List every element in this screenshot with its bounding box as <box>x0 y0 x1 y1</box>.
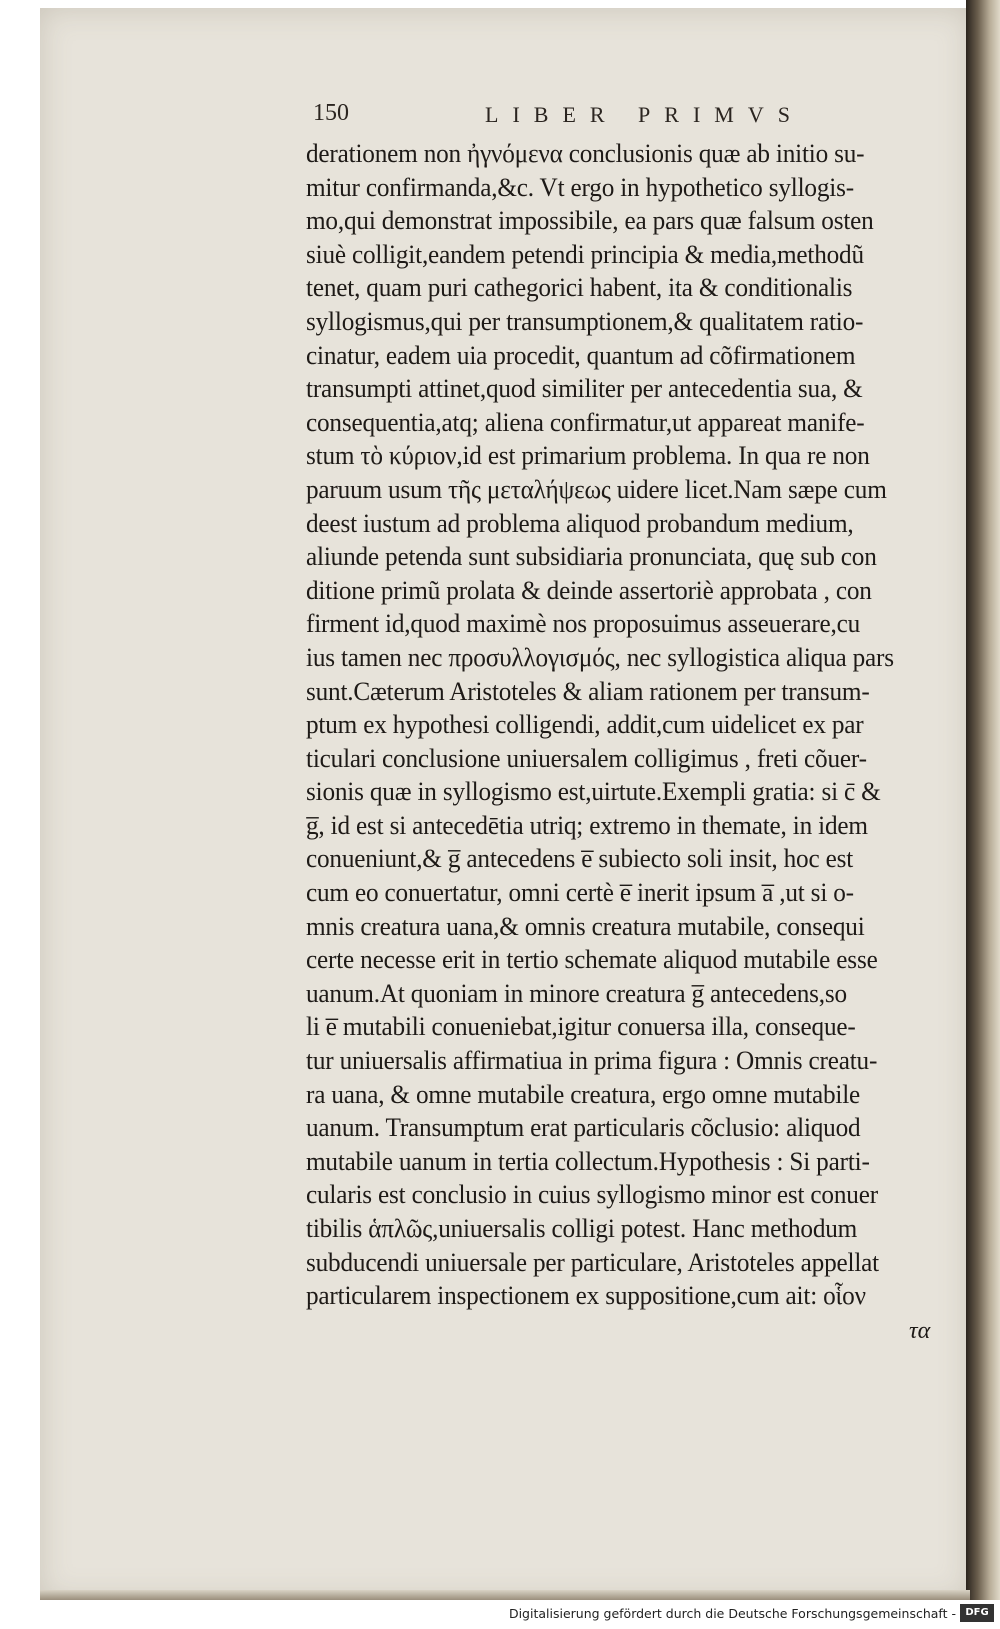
text-line: uanum.At quoniam in minore creatura g̅ antecedens,so <box>306 977 847 1008</box>
text-line: mo,qui demonstrat impossibile, ea pars quæ falsum osten <box>306 205 874 236</box>
text-line: conueniunt,& g̅ antecedens e̅ subiecto soli insit, hoc est <box>306 843 854 874</box>
text-line: sunt.Cæterum Aristoteles & aliam rationem per transum- <box>306 675 870 706</box>
text-line: tibilis ἁπλῶς,uniuersalis colligi potest. Hanc methodum <box>306 1213 858 1243</box>
running-head <box>313 100 823 134</box>
funding-notice: Digitalisierung gefördert durch die Deutsche Forschungsgemeinschaft - <box>508 1606 956 1621</box>
text-line: ditione primũ prolata & deinde assertoriè approbata , con <box>306 574 872 605</box>
text-line: siuè colligit,eandem petendi principia & media,methodũ <box>306 238 864 269</box>
dfg-logo[interactable]: DFG <box>960 1604 994 1622</box>
text-line: ra uana, & omne mutabile creatura, ergo omne mutabile <box>306 1078 861 1109</box>
text-line: stum τὸ κύριον,id est primarium problema. In qua re non <box>306 440 870 471</box>
text-line: ius tamen nec προσυλλογισμός, nec syllogistica aliqua pars <box>306 641 894 672</box>
text-line: particularem inspectionem ex suppositione,cum ait: οἷον <box>306 1280 866 1311</box>
text-line: g̅, id est si antecedētia utriq; extremo in themate, in idem <box>306 809 868 840</box>
text-line: deest iustum ad problema aliquod probandum medium, <box>306 507 854 538</box>
text-line: cularis est conclusio in cuius syllogismo minor est conuer <box>306 1179 878 1210</box>
text-line: syllogismus,qui per transumptionem,& qualitatem ratio- <box>306 305 864 336</box>
digitization-footer <box>0 1600 1000 1629</box>
text-line: sionis quæ in syllogismo est,uirtute.Exempli gratia: si c̄ & <box>306 776 881 807</box>
text-line: consequentia,atq; aliena confirmatur,ut appareat manife- <box>306 406 865 437</box>
text-line: ticulari conclusione uniuersalem colligimus , freti cõuer- <box>306 742 867 773</box>
text-line: tenet, quam puri cathegorici habent, ita & conditionalis <box>306 272 853 303</box>
catchword: τα <box>909 1318 931 1344</box>
text-line: transumpti attinet,quod similiter per antecedentia sua, & <box>306 373 863 404</box>
text-line: subducendi uniuersale per particulare, Aristoteles appellat <box>306 1246 880 1277</box>
text-line: mitur confirmanda,&c. Vt ergo in hypothetico syllogis- <box>306 171 854 202</box>
text-line: mnis creatura uana,& omnis creatura mutabile, consequi <box>306 910 865 941</box>
text-line: cinatur, eadem uia procedit, quantum ad cõfirmationem <box>306 339 856 370</box>
text-line: certe necesse erit in tertio schemate aliquod mutabile esse <box>306 944 878 975</box>
text-line: tur uniuersalis affirmatiua in prima figura : Omnis creatu- <box>306 1045 878 1076</box>
text-line: ptum ex hypothesi colligendi, addit,cum uidelicet ex par <box>306 709 864 740</box>
running-title: LIBER PRIMVS <box>485 102 804 127</box>
text-line: paruum usum τῆς μεταλήψεως uidere licet.Nam sæpe cum <box>306 473 887 504</box>
page-bottom-edge <box>40 1590 970 1600</box>
text-line: li e̅ mutabili conueniebat,igitur conuersa illa, conseque- <box>306 1011 856 1042</box>
text-line: derationem non ἠγνόμενα conclusionis quæ ab initio su- <box>306 138 865 168</box>
text-line: mutabile uanum in tertia collectum.Hypothesis : Si parti- <box>306 1145 870 1176</box>
page-number: 150 <box>313 100 349 126</box>
text-line: firment id,quod maximè nos proposuimus asseuerare,cu <box>306 608 861 639</box>
text-line: cum eo conuertatur, omni certè e̅ inerit ipsum a̅ ,ut si o- <box>306 877 854 908</box>
main-text-block <box>306 137 978 1313</box>
text-line: aliunde petenda sunt subsidiaria pronunciata, quę sub con <box>306 541 877 572</box>
text-line: uanum. Transumptum erat particularis cõclusio: aliquod <box>306 1112 861 1143</box>
